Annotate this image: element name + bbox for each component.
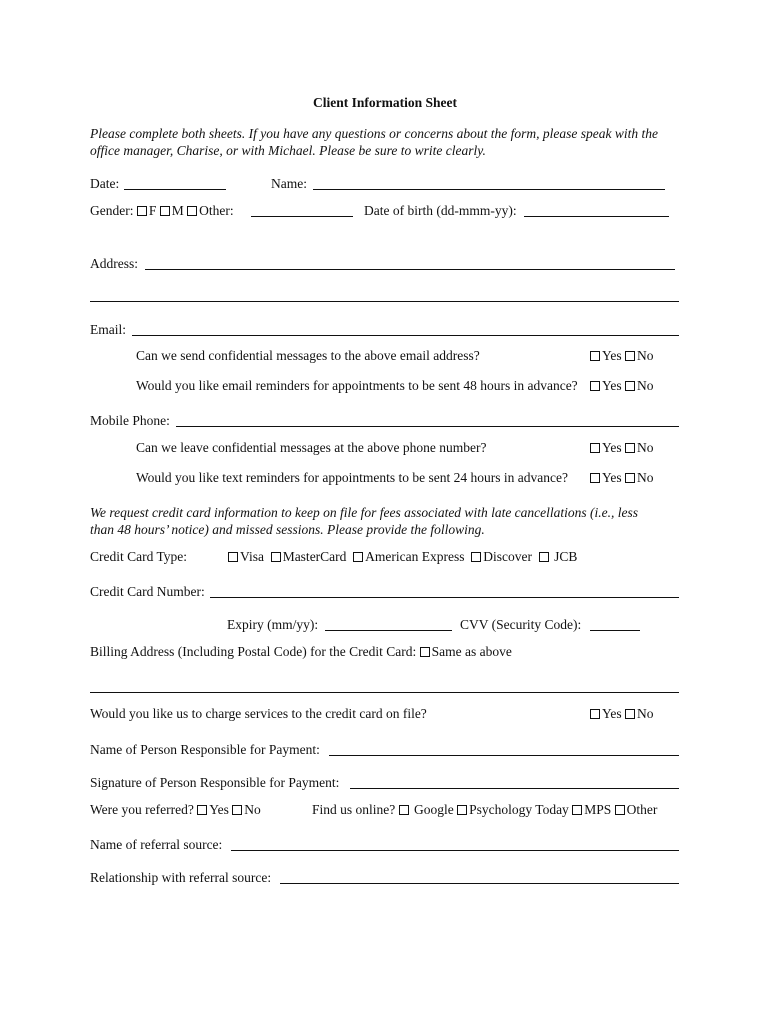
- online-other-label: Other: [626, 802, 658, 817]
- text-reminders-no-checkbox[interactable]: [625, 473, 635, 483]
- online-mps-checkbox[interactable]: [572, 805, 582, 815]
- yes-label: Yes: [209, 802, 229, 817]
- cc-mastercard-checkbox[interactable]: [271, 552, 281, 562]
- cc-visa-label: Visa: [240, 549, 264, 564]
- email-confidential-yes-checkbox[interactable]: [590, 351, 600, 361]
- payer-signature-label: Signature of Person Responsible for Payment:: [90, 775, 340, 790]
- online-other-checkbox[interactable]: [615, 805, 625, 815]
- address-field-line-2[interactable]: [90, 301, 679, 302]
- email-reminders-yes-checkbox[interactable]: [590, 381, 600, 391]
- intro-text-line-2: office manager, Charise, or with Michael. Please be sure to write clearly.: [90, 143, 486, 158]
- cc-intro-line-2: than 48 hours’ notice) and missed sessions. Please provide the following.: [90, 522, 485, 537]
- yes-label: Yes: [602, 348, 622, 363]
- cc-mastercard-label: MasterCard: [282, 549, 347, 564]
- phone-confidential-options: [590, 440, 654, 456]
- email-reminders-question: Would you like email reminders for appointments to be sent 48 hours in advance?: [136, 378, 578, 393]
- email-label: Email:: [90, 322, 126, 337]
- cvv-label: CVV (Security Code):: [460, 617, 582, 632]
- email-reminders-options: [590, 378, 654, 394]
- name-label: Name:: [271, 176, 307, 191]
- referred-row: [90, 802, 261, 818]
- online-google-checkbox[interactable]: [399, 805, 409, 815]
- online-mps-label: MPS: [584, 802, 612, 817]
- cc-intro-line-1: We request credit card information to keep on file for fees associated with late cancellations (i.e., less: [90, 505, 639, 520]
- cvv-field[interactable]: [590, 630, 640, 631]
- referred-label: Were you referred?: [90, 802, 194, 817]
- charge-yes-checkbox[interactable]: [590, 709, 600, 719]
- expiry-label: Expiry (mm/yy):: [227, 617, 319, 632]
- cc-visa-checkbox[interactable]: [228, 552, 238, 562]
- cc-jcb-label: JCB: [554, 549, 578, 564]
- find-online-row: [312, 802, 657, 818]
- dob-label: Date of birth (dd-mmm-yy):: [364, 203, 517, 218]
- find-online-label: Find us online?: [312, 802, 396, 817]
- gender-f-label: F: [148, 203, 157, 218]
- no-label: No: [637, 378, 654, 393]
- phone-confidential-yes-checkbox[interactable]: [590, 443, 600, 453]
- online-google-label: Google: [414, 802, 454, 817]
- referred-yes-checkbox[interactable]: [197, 805, 207, 815]
- no-label: No: [637, 348, 654, 363]
- mobile-phone-field[interactable]: [176, 426, 679, 427]
- text-reminders-question: Would you like text reminders for appointments to be sent 24 hours in advance?: [136, 470, 568, 485]
- yes-label: Yes: [602, 470, 622, 485]
- phone-confidential-question: Can we leave confidential messages at the above phone number?: [136, 440, 487, 455]
- dob-field[interactable]: [524, 216, 669, 217]
- cc-jcb-checkbox[interactable]: [539, 552, 549, 562]
- phone-confidential-no-checkbox[interactable]: [625, 443, 635, 453]
- address-field-line-1[interactable]: [145, 269, 675, 270]
- page-title: Client Information Sheet: [313, 95, 457, 110]
- yes-label: Yes: [602, 378, 622, 393]
- expiry-field[interactable]: [325, 630, 452, 631]
- yes-label: Yes: [602, 440, 622, 455]
- intro-text-line-1: Please complete both sheets. If you have any questions or concerns about the form, please speak with the: [90, 126, 659, 141]
- cc-discover-label: Discover: [483, 549, 532, 564]
- gender-f-checkbox[interactable]: [137, 206, 147, 216]
- name-field[interactable]: [313, 189, 665, 190]
- referral-name-label: Name of referral source:: [90, 837, 223, 852]
- cc-type-options: [228, 549, 577, 565]
- gender-m-label: M: [171, 203, 184, 218]
- cc-discover-checkbox[interactable]: [471, 552, 481, 562]
- gender-other-field[interactable]: [251, 216, 353, 217]
- gender-row: [90, 203, 234, 219]
- charge-no-checkbox[interactable]: [625, 709, 635, 719]
- referral-name-field[interactable]: [231, 850, 679, 851]
- cc-amex-label: American Express: [365, 549, 465, 564]
- date-label: Date:: [90, 176, 120, 191]
- charge-options: [590, 706, 654, 722]
- email-reminders-no-checkbox[interactable]: [625, 381, 635, 391]
- date-field[interactable]: [124, 189, 226, 190]
- billing-same-label: Same as above: [431, 644, 512, 659]
- email-field[interactable]: [132, 335, 679, 336]
- charge-question: Would you like us to charge services to the credit card on file?: [90, 706, 427, 721]
- cc-type-label: Credit Card Type:: [90, 549, 188, 564]
- no-label: No: [244, 802, 261, 817]
- referred-no-checkbox[interactable]: [232, 805, 242, 815]
- referral-relationship-label: Relationship with referral source:: [90, 870, 272, 885]
- text-reminders-options: [590, 470, 654, 486]
- billing-address-label: Billing Address (Including Postal Code) for the Credit Card:: [90, 644, 417, 659]
- payer-signature-field[interactable]: [350, 788, 679, 789]
- cc-amex-checkbox[interactable]: [353, 552, 363, 562]
- billing-address-row: [90, 644, 512, 660]
- text-reminders-yes-checkbox[interactable]: [590, 473, 600, 483]
- mobile-phone-label: Mobile Phone:: [90, 413, 170, 428]
- gender-m-checkbox[interactable]: [160, 206, 170, 216]
- email-confidential-options: [590, 348, 654, 364]
- online-pt-checkbox[interactable]: [457, 805, 467, 815]
- email-confidential-question: Can we send confidential messages to the above email address?: [136, 348, 480, 363]
- billing-same-checkbox[interactable]: [420, 647, 430, 657]
- no-label: No: [637, 440, 654, 455]
- no-label: No: [637, 706, 654, 721]
- email-confidential-no-checkbox[interactable]: [625, 351, 635, 361]
- online-pt-label: Psychology Today: [469, 802, 569, 817]
- cc-number-label: Credit Card Number:: [90, 584, 205, 599]
- payer-name-label: Name of Person Responsible for Payment:: [90, 742, 320, 757]
- gender-other-checkbox[interactable]: [187, 206, 197, 216]
- gender-label: Gender:: [90, 203, 134, 218]
- yes-label: Yes: [602, 706, 622, 721]
- address-label: Address:: [90, 256, 138, 271]
- gender-other-label: Other:: [199, 203, 234, 218]
- billing-address-field[interactable]: [90, 692, 679, 693]
- cc-number-field[interactable]: [210, 597, 679, 598]
- payer-name-field[interactable]: [329, 755, 679, 756]
- no-label: No: [637, 470, 654, 485]
- referral-relationship-field[interactable]: [280, 883, 679, 884]
